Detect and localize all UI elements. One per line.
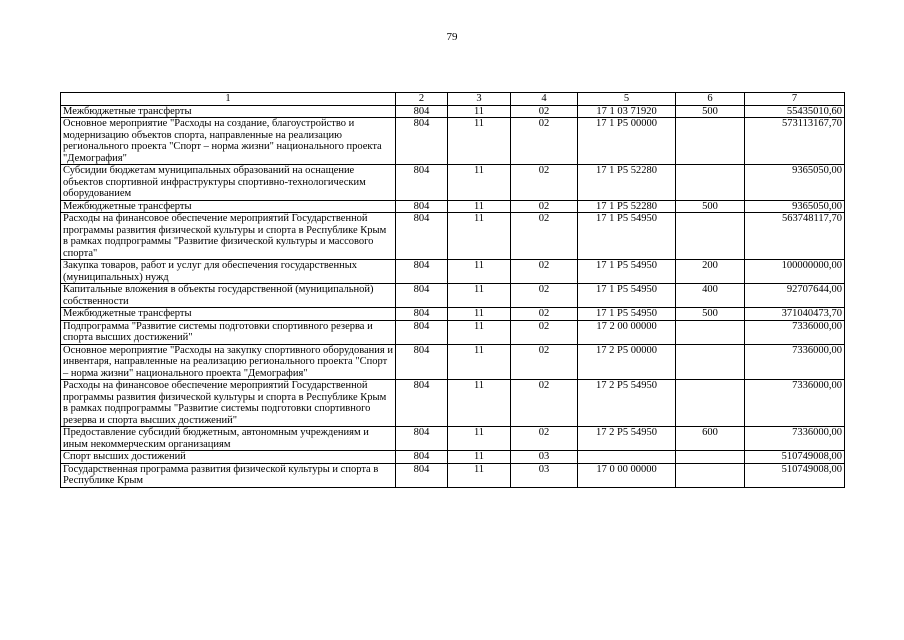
expense-type-cell <box>676 213 745 260</box>
row-name-cell: Расходы на финансовое обеспечение мероприятий Государственной программы развития физической культуры и спорта в Республике Крым в рамках подпрограммы "Развитие системы подготовки спортивного резерва и спорта высших достижений" <box>61 380 396 427</box>
section-code-cell: 11 <box>448 463 511 487</box>
expense-type-cell <box>676 118 745 165</box>
ministry-code-cell: 804 <box>396 320 448 344</box>
amount-cell: 7336000,00 <box>745 320 845 344</box>
table-row <box>61 118 845 165</box>
column-header: 7 <box>745 93 845 106</box>
budget-table <box>60 92 845 488</box>
ministry-code-cell: 804 <box>396 284 448 308</box>
table-row <box>61 308 845 321</box>
target-article-cell <box>578 451 676 464</box>
target-article-cell: 17 1 P5 54950 <box>578 308 676 321</box>
row-name-cell: Государственная программа развития физической культуры и спорта в Республике Крым <box>61 463 396 487</box>
target-article-cell: 17 1 P5 00000 <box>578 118 676 165</box>
subsection-code-cell: 02 <box>511 105 578 118</box>
expense-type-cell: 200 <box>676 260 745 284</box>
row-name-cell: Основное мероприятие "Расходы на создание, благоустройство и модернизацию объектов спорта, направленные на реализацию регионального проекта "Спорт – норма жизни" национального проекта "Демография" <box>61 118 396 165</box>
table-row <box>61 105 845 118</box>
amount-cell: 563748117,70 <box>745 213 845 260</box>
row-name-cell: Предоставление субсидий бюджетным, автономным учреждениям и иным некоммерческим организациям <box>61 427 396 451</box>
row-name-cell: Основное мероприятие "Расходы на закупку спортивного оборудования и инвентаря, направленные на реализацию регионального проекта "Спорт – норма жизни" национального проекта "Демография" <box>61 344 396 380</box>
section-code-cell: 11 <box>448 308 511 321</box>
section-code-cell: 11 <box>448 380 511 427</box>
subsection-code-cell: 02 <box>511 260 578 284</box>
subsection-code-cell: 03 <box>511 463 578 487</box>
subsection-code-cell: 02 <box>511 380 578 427</box>
section-code-cell: 11 <box>448 105 511 118</box>
table-row <box>61 380 845 427</box>
column-header: 1 <box>61 93 396 106</box>
row-name-cell: Закупка товаров, работ и услуг для обеспечения государственных (муниципальных) нужд <box>61 260 396 284</box>
subsection-code-cell: 02 <box>511 200 578 213</box>
section-code-cell: 11 <box>448 427 511 451</box>
ministry-code-cell: 804 <box>396 380 448 427</box>
ministry-code-cell: 804 <box>396 344 448 380</box>
target-article-cell: 17 0 00 00000 <box>578 463 676 487</box>
table-row <box>61 213 845 260</box>
column-header: 6 <box>676 93 745 106</box>
table-row <box>61 200 845 213</box>
column-header: 3 <box>448 93 511 106</box>
ministry-code-cell: 804 <box>396 200 448 213</box>
expense-type-cell <box>676 451 745 464</box>
row-name-cell: Спорт высших достижений <box>61 451 396 464</box>
target-article-cell: 17 2 00 00000 <box>578 320 676 344</box>
subsection-code-cell: 02 <box>511 344 578 380</box>
subsection-code-cell: 02 <box>511 427 578 451</box>
amount-cell: 55435010,60 <box>745 105 845 118</box>
column-header: 5 <box>578 93 676 106</box>
table-row <box>61 165 845 201</box>
subsection-code-cell: 02 <box>511 320 578 344</box>
row-name-cell: Межбюджетные трансферты <box>61 105 396 118</box>
row-name-cell: Подпрограмма "Развитие системы подготовки спортивного резерва и спорта высших достижений" <box>61 320 396 344</box>
amount-cell: 7336000,00 <box>745 344 845 380</box>
section-code-cell: 11 <box>448 165 511 201</box>
table-row <box>61 260 845 284</box>
table-row <box>61 451 845 464</box>
table-row <box>61 320 845 344</box>
section-code-cell: 11 <box>448 451 511 464</box>
row-name-cell: Межбюджетные трансферты <box>61 308 396 321</box>
amount-cell: 7336000,00 <box>745 427 845 451</box>
target-article-cell: 17 1 P5 54950 <box>578 260 676 284</box>
amount-cell: 92707644,00 <box>745 284 845 308</box>
expense-type-cell <box>676 320 745 344</box>
amount-cell: 9365050,00 <box>745 200 845 213</box>
amount-cell: 510749008,00 <box>745 451 845 464</box>
row-name-cell: Межбюджетные трансферты <box>61 200 396 213</box>
target-article-cell: 17 2 P5 00000 <box>578 344 676 380</box>
expense-type-cell <box>676 463 745 487</box>
section-code-cell: 11 <box>448 118 511 165</box>
section-code-cell: 11 <box>448 200 511 213</box>
expense-type-cell <box>676 380 745 427</box>
target-article-cell: 17 1 P5 54950 <box>578 213 676 260</box>
amount-cell: 371040473,70 <box>745 308 845 321</box>
expense-type-cell <box>676 165 745 201</box>
subsection-code-cell: 02 <box>511 284 578 308</box>
amount-cell: 510749008,00 <box>745 463 845 487</box>
table-row <box>61 284 845 308</box>
amount-cell: 9365050,00 <box>745 165 845 201</box>
header-row <box>61 93 845 106</box>
expense-type-cell: 600 <box>676 427 745 451</box>
subsection-code-cell: 03 <box>511 451 578 464</box>
subsection-code-cell: 02 <box>511 213 578 260</box>
section-code-cell: 11 <box>448 320 511 344</box>
target-article-cell: 17 1 P5 52280 <box>578 165 676 201</box>
expense-type-cell: 500 <box>676 308 745 321</box>
ministry-code-cell: 804 <box>396 308 448 321</box>
column-header: 2 <box>396 93 448 106</box>
ministry-code-cell: 804 <box>396 260 448 284</box>
ministry-code-cell: 804 <box>396 463 448 487</box>
target-article-cell: 17 1 P5 52280 <box>578 200 676 213</box>
amount-cell: 573113167,70 <box>745 118 845 165</box>
column-header: 4 <box>511 93 578 106</box>
ministry-code-cell: 804 <box>396 451 448 464</box>
expense-type-cell <box>676 344 745 380</box>
table-row <box>61 427 845 451</box>
page-number: 79 <box>446 31 458 43</box>
section-code-cell: 11 <box>448 284 511 308</box>
section-code-cell: 11 <box>448 213 511 260</box>
subsection-code-cell: 02 <box>511 308 578 321</box>
row-name-cell: Капитальные вложения в объекты государственной (муниципальной) собственности <box>61 284 396 308</box>
amount-cell: 100000000,00 <box>745 260 845 284</box>
subsection-code-cell: 02 <box>511 118 578 165</box>
table-row <box>61 344 845 380</box>
section-code-cell: 11 <box>448 344 511 380</box>
ministry-code-cell: 804 <box>396 165 448 201</box>
amount-cell: 7336000,00 <box>745 380 845 427</box>
target-article-cell: 17 1 P5 54950 <box>578 284 676 308</box>
expense-type-cell: 500 <box>676 105 745 118</box>
row-name-cell: Расходы на финансовое обеспечение мероприятий Государственной программы развития физической культуры и спорта в Республике Крым в рамках подпрограммы "Развитие физической культуры и массового спорта" <box>61 213 396 260</box>
ministry-code-cell: 804 <box>396 213 448 260</box>
expense-type-cell: 400 <box>676 284 745 308</box>
section-code-cell: 11 <box>448 260 511 284</box>
target-article-cell: 17 1 03 71920 <box>578 105 676 118</box>
subsection-code-cell: 02 <box>511 165 578 201</box>
table-row <box>61 463 845 487</box>
ministry-code-cell: 804 <box>396 427 448 451</box>
row-name-cell: Субсидии бюджетам муниципальных образований на оснащение объектов спортивной инфраструктуры спортивно-технологическим оборудованием <box>61 165 396 201</box>
expense-type-cell: 500 <box>676 200 745 213</box>
ministry-code-cell: 804 <box>396 105 448 118</box>
target-article-cell: 17 2 P5 54950 <box>578 427 676 451</box>
ministry-code-cell: 804 <box>396 118 448 165</box>
target-article-cell: 17 2 P5 54950 <box>578 380 676 427</box>
